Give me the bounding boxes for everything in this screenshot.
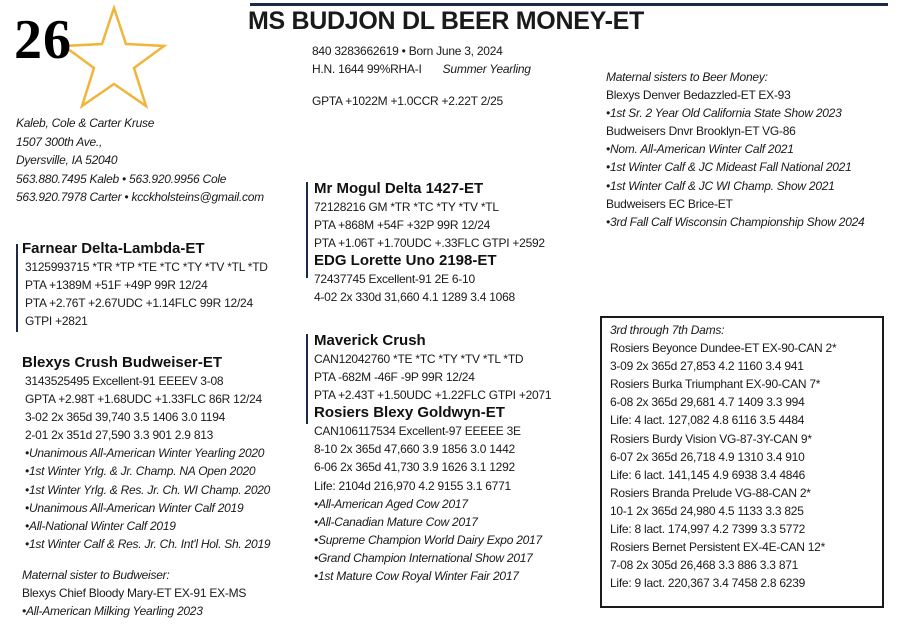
- maverick-line: PTA +2.43T +1.50UDC +1.22FLC GTPI +2071: [314, 388, 552, 403]
- maverick-line: CAN12042760 *TE *TC *TY *TV *TL *TD: [314, 352, 524, 366]
- sire-line: PTA +868M +54F +32P 99R 12/24: [314, 218, 491, 233]
- award-line: •Supreme Champion World Dairy Expo 2017: [314, 532, 542, 547]
- edg-line: 72437745 Excellent-91 2E 6-10: [314, 272, 475, 287]
- owner-contact: [16, 114, 264, 207]
- maverick-line: PTA -682M -46F -9P 99R 12/24: [314, 370, 475, 385]
- sister-line: Blexys Denver Bedazzled-ET EX-93: [606, 88, 791, 103]
- herd-line: [312, 60, 531, 78]
- owner-line: 1507 300th Ave.,: [16, 134, 103, 149]
- edg-name: EDG Lorette Uno 2198-ET: [314, 252, 497, 270]
- top-rule: [250, 3, 888, 6]
- award-line: •All-National Winter Calf 2019: [25, 518, 176, 533]
- farnear-line: 3125993715 *TR *TP *TE *TC *TY *TV *TL *TD: [25, 260, 268, 274]
- star-icon: [56, 2, 168, 120]
- section-heading: Maternal sisters to Beer Money:: [606, 70, 768, 84]
- dams-box: [600, 316, 884, 608]
- herd-number: H.N. 1644 99%RHA-I: [312, 62, 422, 77]
- dam-line: 3-09 2x 365d 27,853 4.2 1160 3.4 941: [610, 359, 804, 374]
- award-line: •1st Winter Calf & Res. Jr. Ch. Int'l Hol. Sh. 2019: [25, 536, 271, 551]
- gpta-line: GPTA +1022M +1.0CCR +2.22T 2/25: [312, 94, 503, 109]
- dam-line: Life: 6 lact. 141,145 4.9 6938 3.4 4846: [610, 467, 806, 482]
- farnear-name: Farnear Delta-Lambda-ET: [22, 240, 205, 257]
- dam-line: Life: 8 lact. 174,997 4.2 7399 3.3 5772: [610, 522, 806, 537]
- sire-line: 72128216 GM *TR *TC *TY *TV *TL: [314, 200, 499, 214]
- sister-line: Budweisers Dnvr Brooklyn-ET VG-86: [606, 124, 796, 139]
- award-line: •Unanimous All-American Winter Yearling 2020: [25, 446, 265, 461]
- registration-line: 840 3283662619 • Born June 3, 2024: [312, 44, 503, 58]
- dam-line: Life: 4 lact. 127,082 4.8 6116 3.5 4484: [610, 413, 805, 428]
- dam-line: 3143525495 Excellent-91 EEEEV 3-08: [25, 374, 224, 388]
- budweiser-sister-section: [22, 566, 246, 620]
- farnear-line: PTA +2.76T +2.67UDC +1.14FLC 99R 12/24: [25, 296, 253, 311]
- award-line: •1st Mature Cow Royal Winter Fair 2017: [314, 569, 519, 584]
- maternal-sisters-section: [606, 68, 864, 231]
- award-line: •Grand Champion International Show 2017: [314, 550, 533, 565]
- dam-line: 2-01 2x 351d 27,590 3.3 901 2.9 813: [25, 428, 214, 443]
- owner-line: Dyersville, IA 52040: [16, 153, 118, 168]
- award-line: •1st Winter Yrlg. & Res. Jr. Ch. WI Champ. 2020: [25, 482, 271, 497]
- dam-line: 7-08 2x 305d 26,468 3.3 886 3.3 871: [610, 558, 799, 573]
- farnear-line: PTA +1389M +51F +49P 99R 12/24: [25, 278, 208, 293]
- dam-line: 3-02 2x 365d 39,740 3.5 1406 3.0 1194: [25, 410, 226, 425]
- dam-section: [22, 354, 270, 553]
- award-line: •1st Winter Calf & JC WI Champ. Show 2021: [606, 178, 835, 193]
- award-line: •All-Canadian Mature Cow 2017: [314, 514, 478, 529]
- sister-line: Budweisers EC Brice-ET: [606, 196, 733, 211]
- dam-line: 6-07 2x 365d 26,718 4.9 1310 3.4 910: [610, 449, 805, 464]
- section-heading: Maternal sister to Budweiser:: [22, 568, 170, 582]
- award-line: •1st Sr. 2 Year Old California State Show 2023: [606, 106, 842, 121]
- class-label: Summer Yearling: [442, 62, 531, 77]
- dam-line: Rosiers Branda Prelude VG-88-CAN 2*: [610, 485, 811, 500]
- dam-line: Rosiers Bernet Persistent EX-4E-CAN 12*: [610, 540, 826, 555]
- dam-line: 6-08 2x 365d 29,681 4.7 1409 3.3 994: [610, 395, 805, 410]
- dam-line: Rosiers Burdy Vision VG-87-3Y-CAN 9*: [610, 431, 812, 446]
- dam-line: Rosiers Beyonce Dundee-ET EX-90-CAN 2*: [610, 341, 837, 356]
- sire-bracket: [306, 182, 308, 278]
- goldwyn-line: 6-06 2x 365d 41,730 3.9 1626 3.1 1292: [314, 460, 515, 475]
- lot-number: 26: [14, 9, 72, 71]
- dam-name: Blexys Crush Budweiser-ET: [22, 354, 223, 371]
- section-heading: 3rd through 7th Dams:: [610, 323, 725, 337]
- award-line: •Nom. All-American Winter Calf 2021: [606, 142, 794, 157]
- award-line: •All-American Milking Yearling 2023: [22, 604, 203, 619]
- sire-name: Mr Mogul Delta 1427-ET: [314, 180, 484, 197]
- farnear-line: GTPI +2821: [25, 314, 88, 329]
- sister-line: Blexys Chief Bloody Mary-ET EX-91 EX-MS: [22, 586, 247, 601]
- dam-line: Life: 9 lact. 220,367 3.4 7458 2.8 6239: [610, 576, 806, 591]
- goldwyn-line: Life: 2104d 216,970 4.2 9155 3.1 6771: [314, 478, 511, 493]
- farnear-section: [22, 240, 268, 330]
- goldwyn-line: CAN106117534 Excellent-97 EEEEE 3E: [314, 424, 521, 439]
- owner-line: 563.880.7495 Kaleb • 563.920.9956 Cole: [16, 171, 227, 186]
- dam-bracket: [306, 334, 308, 424]
- dam-line: Rosiers Burka Triumphant EX-90-CAN 7*: [610, 377, 821, 392]
- farnear-bracket: [16, 244, 18, 332]
- goldwyn-name: Rosiers Blexy Goldwyn-ET: [314, 404, 505, 422]
- owner-line: Kaleb, Cole & Carter Kruse: [16, 116, 155, 130]
- award-line: •1st Winter Calf & JC Mideast Fall National 2021: [606, 160, 852, 175]
- maverick-name: Maverick Crush: [314, 332, 426, 349]
- page-title: MS BUDJON DL BEER MONEY-ET: [248, 7, 644, 35]
- maverick-section: [314, 332, 551, 585]
- dam-line: GPTA +2.98T +1.68UDC +1.33FLC 86R 12/24: [25, 392, 262, 407]
- animal-info: [312, 42, 531, 110]
- dam-line: 10-1 2x 365d 24,980 4.5 1133 3.3 825: [610, 503, 804, 518]
- award-line: •Unanimous All-American Winter Calf 2019: [25, 500, 244, 515]
- sire-section: [314, 180, 545, 306]
- sire-line: PTA +1.06T +1.70UDC +.33FLC GTPI +2592: [314, 236, 545, 251]
- award-line: •All-American Aged Cow 2017: [314, 496, 468, 511]
- award-line: •1st Winter Yrlg. & Jr. Champ. NA Open 2020: [25, 464, 256, 479]
- owner-line: 563.920.7978 Carter • kcckholsteins@gmail.com: [16, 190, 264, 205]
- edg-line: 4-02 2x 330d 31,660 4.1 1289 3.4 1068: [314, 290, 515, 305]
- goldwyn-line: 8-10 2x 365d 47,660 3.9 1856 3.0 1442: [314, 442, 515, 457]
- award-line: •3rd Fall Calf Wisconsin Championship Show 2024: [606, 214, 865, 229]
